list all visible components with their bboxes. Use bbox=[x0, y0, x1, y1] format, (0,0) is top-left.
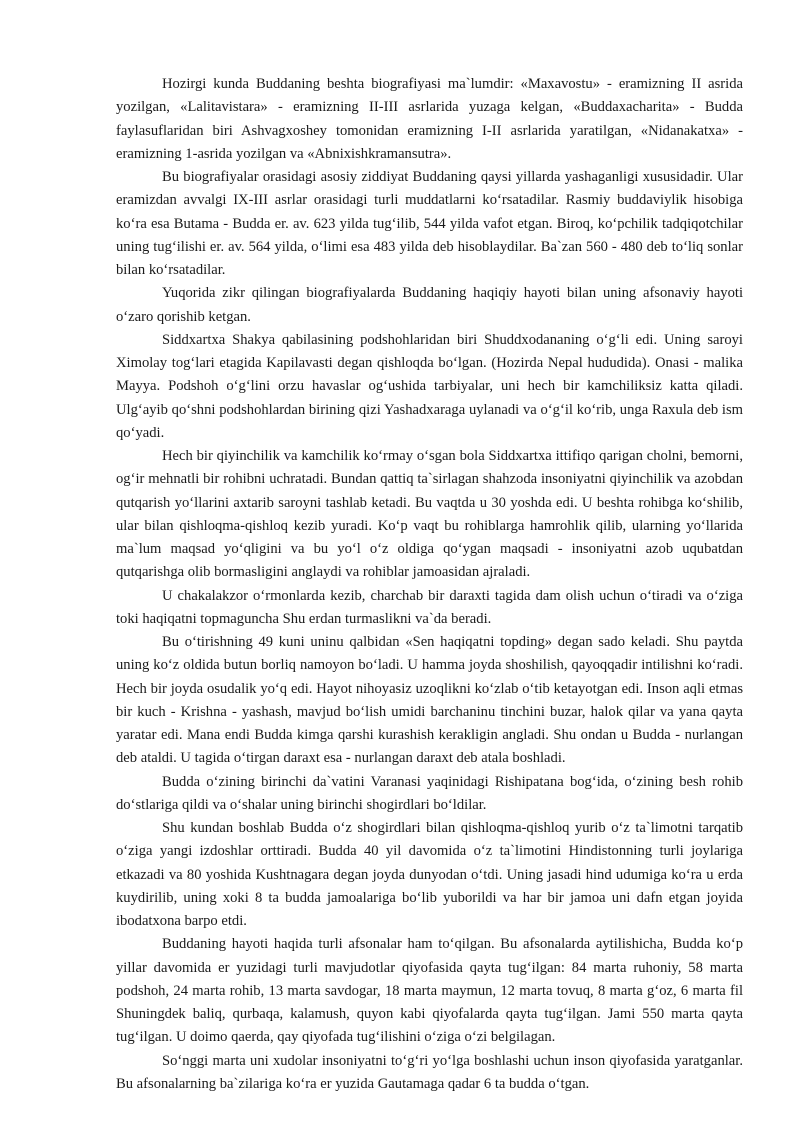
paragraph-biographies: Hozirgi kunda Buddaning beshta biografiyasi ma`lumdir: «Maxavostu» - eramizning II asrida yozilgan, «Lalitavistara» - eramizning II-III asrlarida yuzaga kelgan, «Buddaxacharita» - Budda faylasuflaridan biri Ashvagxoshey tomonidan eramizning I-II asrlarida yaratilgan, «Nidanakatxa» - eramizning 1-asrida yozilgan va «Abnixishkramansutra». bbox=[116, 76, 743, 162]
paragraph-dating-controversy: Bu biografiyalar orasidagi asosiy ziddiyat Buddaning qaysi yillarda yashaganligi xususidadir. Ular eramizdan avvalgi IX-III asrlar orasidagi turli muddatlarni ko‘rsatadilar. Rasmiy buddaviylik hisobiga ko‘ra esa Butama - Budda er. av. 623 yilda tug‘ilib, 544 yilda vafot etgan. Biroq, ko‘pchilik tadqiqotchilar uning tug‘ilishi er. av. 564 yilda, o‘limi esa 483 yilda deb hisoblaydilar. Ba`zan 560 - 480 deb to‘liq sonlar bilan ko‘rsatadilar. bbox=[116, 169, 743, 278]
document-body bbox=[116, 73, 743, 1096]
paragraph-final-incarnation: So‘nggi marta uni xudolar insoniyatni to‘g‘ri yo‘lga boshlashi uchun inson qiyofasida yaratganlar. Bu afsonalarning ba`zilariga ko‘ra er yuzida Gautamaga qadar 6 ta budda o‘tgan. bbox=[116, 1052, 743, 1092]
paragraph-enlightenment: Bu o‘tirishning 49 kuni uninu qalbidan «Sen haqiqatni topding» degan sado keladi. Shu paytda uning ko‘z oldida butun borliq namoyon bo‘ladi. U hamma joyda shoshilish, qayoqqadir intilishni ko‘radi. Hech bir joyda osudalik yo‘q edi. Hayot nihoyasiz uzoqlikni ko‘zlab o‘tib ketayotgan edi. Inson aqli etmas bir kuch - Krishna - yashash, mavjud bo‘lish umidi barchaninu tinchini buzar, halok qilar va yana qayta yaratar edi. Mana endi Budda kimga qarshi kurashish kerakligin angladi. Shu ondan u Budda - nurlangan deb ataldi. U tagida o‘tirgan daraxt esa - nurlangan daraxt deb atala boshladi. bbox=[116, 634, 743, 767]
paragraph-meditation-vow: U chakalakzor o‘rmonlarda kezib, charchab bir daraxti tagida dam olish uchun o‘tiradi va o‘ziga toki haqiqatni topmaguncha Shu erdan turmaslikni va`da beradi. bbox=[116, 587, 743, 627]
paragraph-siddhartha-origin: Siddxartxa Shakya qabilasining podshohlaridan biri Shuddxodananing o‘g‘li edi. Uning saroyi Ximolay tog‘lari etagida Kapilavasti degan qishloqda bo‘lgan. (Hozirda Nepal hududida). Onasi - malika Mayya. Podshoh o‘g‘lini orzu havaslar og‘ushida tarbiyalar, uni hech bir kamchiliksiz katta qiladi. Ulg‘ayib qo‘shni podshohlardan birining qizi Yashadxaraga uylanadi va o‘g‘il ko‘rib, unga Raxula deb ism qo‘yadi. bbox=[116, 331, 743, 441]
paragraph-rebirth-legends: Buddaning hayoti haqida turli afsonalar ham to‘qilgan. Bu afsonalarda aytilishicha, Budda ko‘p yillar davomida er yuzidagi turli mavjudotlar qiyofasida qayta tug‘ilgan: 84 marta ruhoniy, 58 marta podshoh, 24 marta rohib, 13 marta savdogar, 18 marta maymun, 12 marta tovuq, 8 marta g‘oz, 6 marta fil Shuningdek baliq, qurbaqa, kalamush, quyon kabi qiyofalarda qayta tug‘ilgan. Jami 550 marta qayta tug‘ilgan. U doimo qaerda, qay qiyofada tug‘ilishini o‘ziga o‘zi belgilagan. bbox=[116, 936, 743, 1046]
paragraph-first-sermon: Budda o‘zining birinchi da`vatini Varanasi yaqinidagi Rishipatana bog‘ida, o‘zining besh rohib do‘stlariga qildi va o‘shalar uning birinchi shogirdlari bo‘ldilar. bbox=[116, 773, 743, 813]
paragraph-legend-mixed: Yuqorida zikr qilingan biografiyalarda Buddaning haqiqiy hayoti bilan uning afsonaviy hayoti o‘zaro qorishib ketgan. bbox=[116, 285, 743, 325]
paragraph-teaching-death: Shu kundan boshlab Budda o‘z shogirdlari bilan qishloqma-qishloq yurib o‘z ta`limotni tarqatib o‘ziga yangi izdoshlar orttiradi. Budda 40 yil davomida o‘z ta`limotini Hindistonning turli joylariga etkazadi va 80 yoshida Kushtnagara degan joyda dunyodan o‘tdi. Uning jasadi hind udumiga ko‘ra u erda kuydirilib, uning xoki 8 ta budda jamoalariga bo‘lib yuborildi va har bir jamoa uni dafn etgan joyida ibodatxona barpo etdi. bbox=[116, 820, 743, 929]
paragraph-leaving-palace: Hech bir qiyinchilik va kamchilik ko‘rmay o‘sgan bola Siddxartxa ittifiqo qarigan cholni, bemorni, og‘ir mehnatli bir rohibni uchratadi. Bundan qattiq ta`sirlagan shahzoda insoniyatni qiyinchilik va azobdan qutqarish yo‘llarini axtarib saroyni tashlab ketadi. Bu vaqtda u 30 yoshda edi. U beshta rohibga ko‘shilib, ular bilan qishloqma-qishloq kezib yuradi. Ko‘p vaqt bu rohiblarga hamrohlik qilib, ularning yo‘llarida ma`lum maqsad yo‘qligini va bu yo‘l o‘z oldiga qo‘ygan maqsadi - insoniyatni azob uqubatdan qutqarishga olib bormasligini anglaydi va rohiblar jamoasidan ajraladi. bbox=[116, 448, 743, 581]
